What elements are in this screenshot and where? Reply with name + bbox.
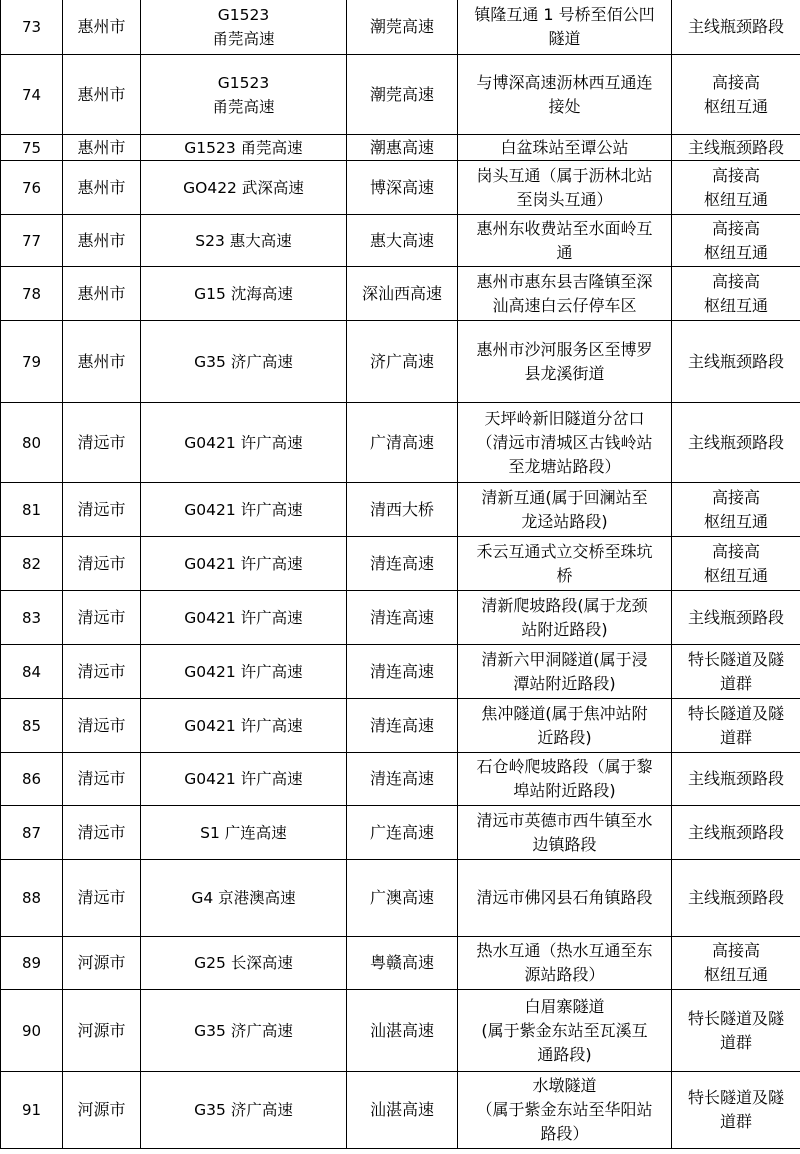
section-cell: 济广高速 [347,321,458,403]
category-line: 高接高 [711,941,760,960]
category-cell [672,537,800,591]
category-cell [672,645,800,699]
category-cell [672,403,800,483]
location-line: 镇隆互通 1 号桥至佰公凹 [474,4,655,24]
city-cell: 惠州市 [63,0,141,55]
location-line: 通路段) [537,1044,592,1064]
location-line: 隧道 [548,28,581,48]
location-cell [458,135,672,161]
table-row [1,990,800,1072]
category-line: 枢纽互通 [703,242,768,262]
city-cell: 清远市 [63,591,141,645]
city-cell: 河源市 [63,937,141,990]
table-body [1,0,800,1149]
row-number-cell: 76 [1,161,63,215]
location-cell [458,806,672,860]
location-line: 汕高速白云仔停车区 [492,295,637,315]
table-row [1,161,800,215]
section-cell: 深汕西高速 [347,267,458,321]
city-cell: 惠州市 [63,321,141,403]
location-line: 惠州市沙河服务区至博罗 [476,339,653,359]
category-cell [672,161,800,215]
highway-line: G0421 许广高速 [184,500,303,519]
city-cell: 惠州市 [63,267,141,321]
row-number-cell: 75 [1,135,63,161]
location-cell [458,215,672,267]
city-cell: 惠州市 [63,135,141,161]
location-line: 至龙塘站路段） [508,456,621,476]
location-line: 禾云互通式立交桥至珠坑 [476,541,653,561]
location-line: 热水互通（热水互通至东 [476,941,653,960]
location-line: 近路段) [537,727,592,747]
row-number-cell: 89 [1,937,63,990]
category-line: 主线瓶颈路段 [687,137,784,157]
category-cell [672,483,800,537]
location-line: （属于紫金东站至华阳站 [476,1100,653,1119]
category-cell [672,806,800,860]
highway-line: GO422 武深高速 [183,178,304,197]
location-line: 岗头互通（属于沥林北站 [476,165,653,185]
row-number-cell: 77 [1,215,63,267]
section-cell: 汕湛高速 [347,990,458,1072]
category-line: 道群 [719,673,752,693]
highway-line: G25 长深高速 [194,954,293,972]
category-line: 高接高 [711,72,760,92]
row-number-cell: 74 [1,55,63,135]
table-row [1,645,800,699]
highway-line: G0421 许广高速 [184,433,303,452]
category-line: 枢纽互通 [703,295,768,315]
location-line: (属于紫金东站至瓦溪互 [481,1020,648,1040]
location-cell [458,645,672,699]
location-line: 惠州市惠东县吉隆镇至深 [476,271,653,291]
city-cell: 清远市 [63,645,141,699]
highway-cell [141,135,347,161]
highway-line: G0421 许广高速 [184,662,303,681]
table-row [1,215,800,267]
table-row [1,267,800,321]
highway-cell [141,1072,347,1149]
city-cell: 清远市 [63,699,141,753]
section-cell: 清连高速 [347,537,458,591]
highway-cell [141,537,347,591]
category-line: 主线瓶颈路段 [687,351,784,371]
table-row [1,753,800,806]
city-cell: 清远市 [63,753,141,806]
highway-line: G0421 许广高速 [184,770,303,788]
location-line: 清远市佛冈县石角镇路段 [476,888,653,907]
location-cell [458,1072,672,1149]
location-cell [458,860,672,937]
section-cell: 清连高速 [347,699,458,753]
highway-cell [141,321,347,403]
section-cell: 汕湛高速 [347,1072,458,1149]
highway-line: G0421 许广高速 [184,608,303,627]
highway-cell [141,161,347,215]
category-line: 主线瓶颈路段 [687,888,784,907]
category-line: 道群 [719,1112,752,1131]
highway-cell [141,403,347,483]
category-line: 主线瓶颈路段 [687,607,784,627]
location-line: 清远市英德市西牛镇至水 [476,810,653,830]
category-line: 主线瓶颈路段 [687,822,784,842]
category-cell [672,990,800,1072]
location-cell [458,937,672,990]
section-cell: 惠大高速 [347,215,458,267]
category-line: 高接高 [711,218,760,238]
location-line: 白眉寨隧道 [524,996,605,1016]
highway-line: G4 京港澳高速 [191,889,296,907]
highway-cell [141,937,347,990]
city-cell: 河源市 [63,1072,141,1149]
category-line: 枢纽互通 [703,96,768,116]
table-row [1,135,800,161]
location-cell [458,403,672,483]
location-line: 至岗头互通） [516,189,613,209]
location-line: 潭站附近路段) [513,673,616,693]
table-row [1,0,800,55]
row-number-cell: 85 [1,699,63,753]
section-cell: 清西大桥 [347,483,458,537]
location-cell [458,699,672,753]
location-cell [458,267,672,321]
row-number-cell: 83 [1,591,63,645]
highway-line: G1523 [217,73,270,92]
row-number-cell: 80 [1,403,63,483]
city-cell: 清远市 [63,403,141,483]
category-line: 枢纽互通 [703,511,768,531]
row-number-cell: 82 [1,537,63,591]
highway-line: S23 惠大高速 [195,231,292,250]
table-row [1,937,800,990]
table-row [1,1072,800,1149]
category-line: 主线瓶颈路段 [687,432,784,452]
city-cell: 清远市 [63,483,141,537]
category-line: 高接高 [711,271,760,291]
category-line: 特长隧道及隧 [687,703,784,723]
row-number-cell: 86 [1,753,63,806]
section-cell: 清连高速 [347,753,458,806]
location-line: 水墩隧道 [532,1076,597,1095]
row-number-cell: 88 [1,860,63,937]
highway-cell [141,215,347,267]
table-row [1,403,800,483]
table-row [1,860,800,937]
location-line: 与博深高速沥林西互通连 [476,72,653,92]
highway-cell [141,0,347,55]
category-line: 枢纽互通 [703,565,768,585]
highway-cell [141,645,347,699]
highway-line: G35 济广高速 [194,352,293,371]
row-number-cell: 91 [1,1072,63,1149]
category-line: 特长隧道及隧 [687,1008,784,1028]
location-line: 龙迳站路段) [521,511,608,531]
location-cell [458,321,672,403]
section-cell: 广澳高速 [347,860,458,937]
location-line: 焦冲隧道(属于焦冲站附 [481,703,648,723]
category-cell [672,591,800,645]
location-line: 通 [556,242,573,262]
highway-line: G0421 许广高速 [184,716,303,735]
location-line: 石仓岭爬坡路段（属于黎 [476,757,653,776]
category-cell [672,860,800,937]
location-line: 接处 [548,96,581,116]
location-line: 桥 [556,565,573,585]
category-cell [672,321,800,403]
section-cell: 清连高速 [347,591,458,645]
category-line: 高接高 [711,165,760,185]
highway-cell [141,483,347,537]
category-line: 道群 [719,1032,752,1052]
category-line: 主线瓶颈路段 [687,16,784,36]
highway-line: G0421 许广高速 [184,554,303,573]
highway-cell [141,806,347,860]
highway-line: G1523 [217,5,270,24]
location-cell [458,55,672,135]
category-cell [672,753,800,806]
table-row [1,321,800,403]
highway-line: S1 广连高速 [200,823,287,842]
highway-line: G35 济广高速 [194,1101,293,1119]
city-cell: 清远市 [63,806,141,860]
location-line: 白盆珠站至谭公站 [500,137,629,157]
section-cell: 广清高速 [347,403,458,483]
table-row [1,591,800,645]
category-cell [672,937,800,990]
city-cell: 清远市 [63,537,141,591]
row-number-cell: 84 [1,645,63,699]
category-cell [672,0,800,55]
location-line: （清远市清城区古钱岭站 [476,432,653,452]
highway-line: G15 沈海高速 [194,284,293,303]
category-line: 枢纽互通 [703,189,768,209]
section-cell: 潮莞高速 [347,0,458,55]
city-cell: 河源市 [63,990,141,1072]
location-line: 清新互通(属于回澜站至 [481,487,648,507]
location-line: 清新六甲洞隧道(属于浸 [481,649,648,669]
category-line: 高接高 [711,487,760,507]
table-row [1,806,800,860]
highway-line: G1523 甬莞高速 [184,138,303,157]
location-cell [458,537,672,591]
category-line: 特长隧道及隧 [687,1088,784,1107]
highway-cell [141,55,347,135]
city-cell: 惠州市 [63,161,141,215]
city-cell: 清远市 [63,860,141,937]
row-number-cell: 90 [1,990,63,1072]
row-number-cell: 87 [1,806,63,860]
category-cell [672,215,800,267]
category-line: 枢纽互通 [703,965,768,984]
row-number-cell: 79 [1,321,63,403]
location-line: 边镇路段 [532,834,597,854]
highway-cell [141,990,347,1072]
category-cell [672,267,800,321]
location-cell [458,591,672,645]
location-line: 源站路段） [524,965,605,984]
location-line: 惠州东收费站至水面岭互 [476,218,653,238]
location-cell [458,483,672,537]
category-cell [672,699,800,753]
highway-line: 甬莞高速 [212,97,275,116]
section-cell: 博深高速 [347,161,458,215]
row-number-cell: 81 [1,483,63,537]
location-cell [458,161,672,215]
city-cell: 惠州市 [63,215,141,267]
highway-cell [141,860,347,937]
row-number-cell: 73 [1,0,63,55]
highway-line: G35 济广高速 [194,1021,293,1040]
location-line: 清新爬坡路段(属于龙颈 [481,595,648,615]
table-row [1,483,800,537]
category-line: 道群 [719,727,752,747]
category-line: 特长隧道及隧 [687,649,784,669]
location-cell [458,753,672,806]
section-cell: 清连高速 [347,645,458,699]
table-row [1,699,800,753]
section-cell: 粤赣高速 [347,937,458,990]
location-cell [458,990,672,1072]
row-number-cell: 78 [1,267,63,321]
highway-cell [141,591,347,645]
category-line: 主线瓶颈路段 [687,769,784,788]
section-cell: 广连高速 [347,806,458,860]
location-line: 站附近路段) [521,619,608,639]
highway-line: 甬莞高速 [212,29,275,48]
location-line: 县龙溪街道 [524,363,605,383]
highway-cell [141,753,347,806]
section-cell: 潮惠高速 [347,135,458,161]
location-line: 天坪岭新旧隧道分岔口 [484,408,645,428]
table-row [1,55,800,135]
city-cell: 惠州市 [63,55,141,135]
table-row [1,537,800,591]
category-cell [672,1072,800,1149]
category-cell [672,55,800,135]
location-line: 路段） [540,1124,589,1143]
category-cell [672,135,800,161]
category-line: 高接高 [711,541,760,561]
highway-cell [141,267,347,321]
location-cell [458,0,672,55]
section-cell: 潮莞高速 [347,55,458,135]
location-line: 埠站附近路段) [513,781,616,800]
highway-cell [141,699,347,753]
